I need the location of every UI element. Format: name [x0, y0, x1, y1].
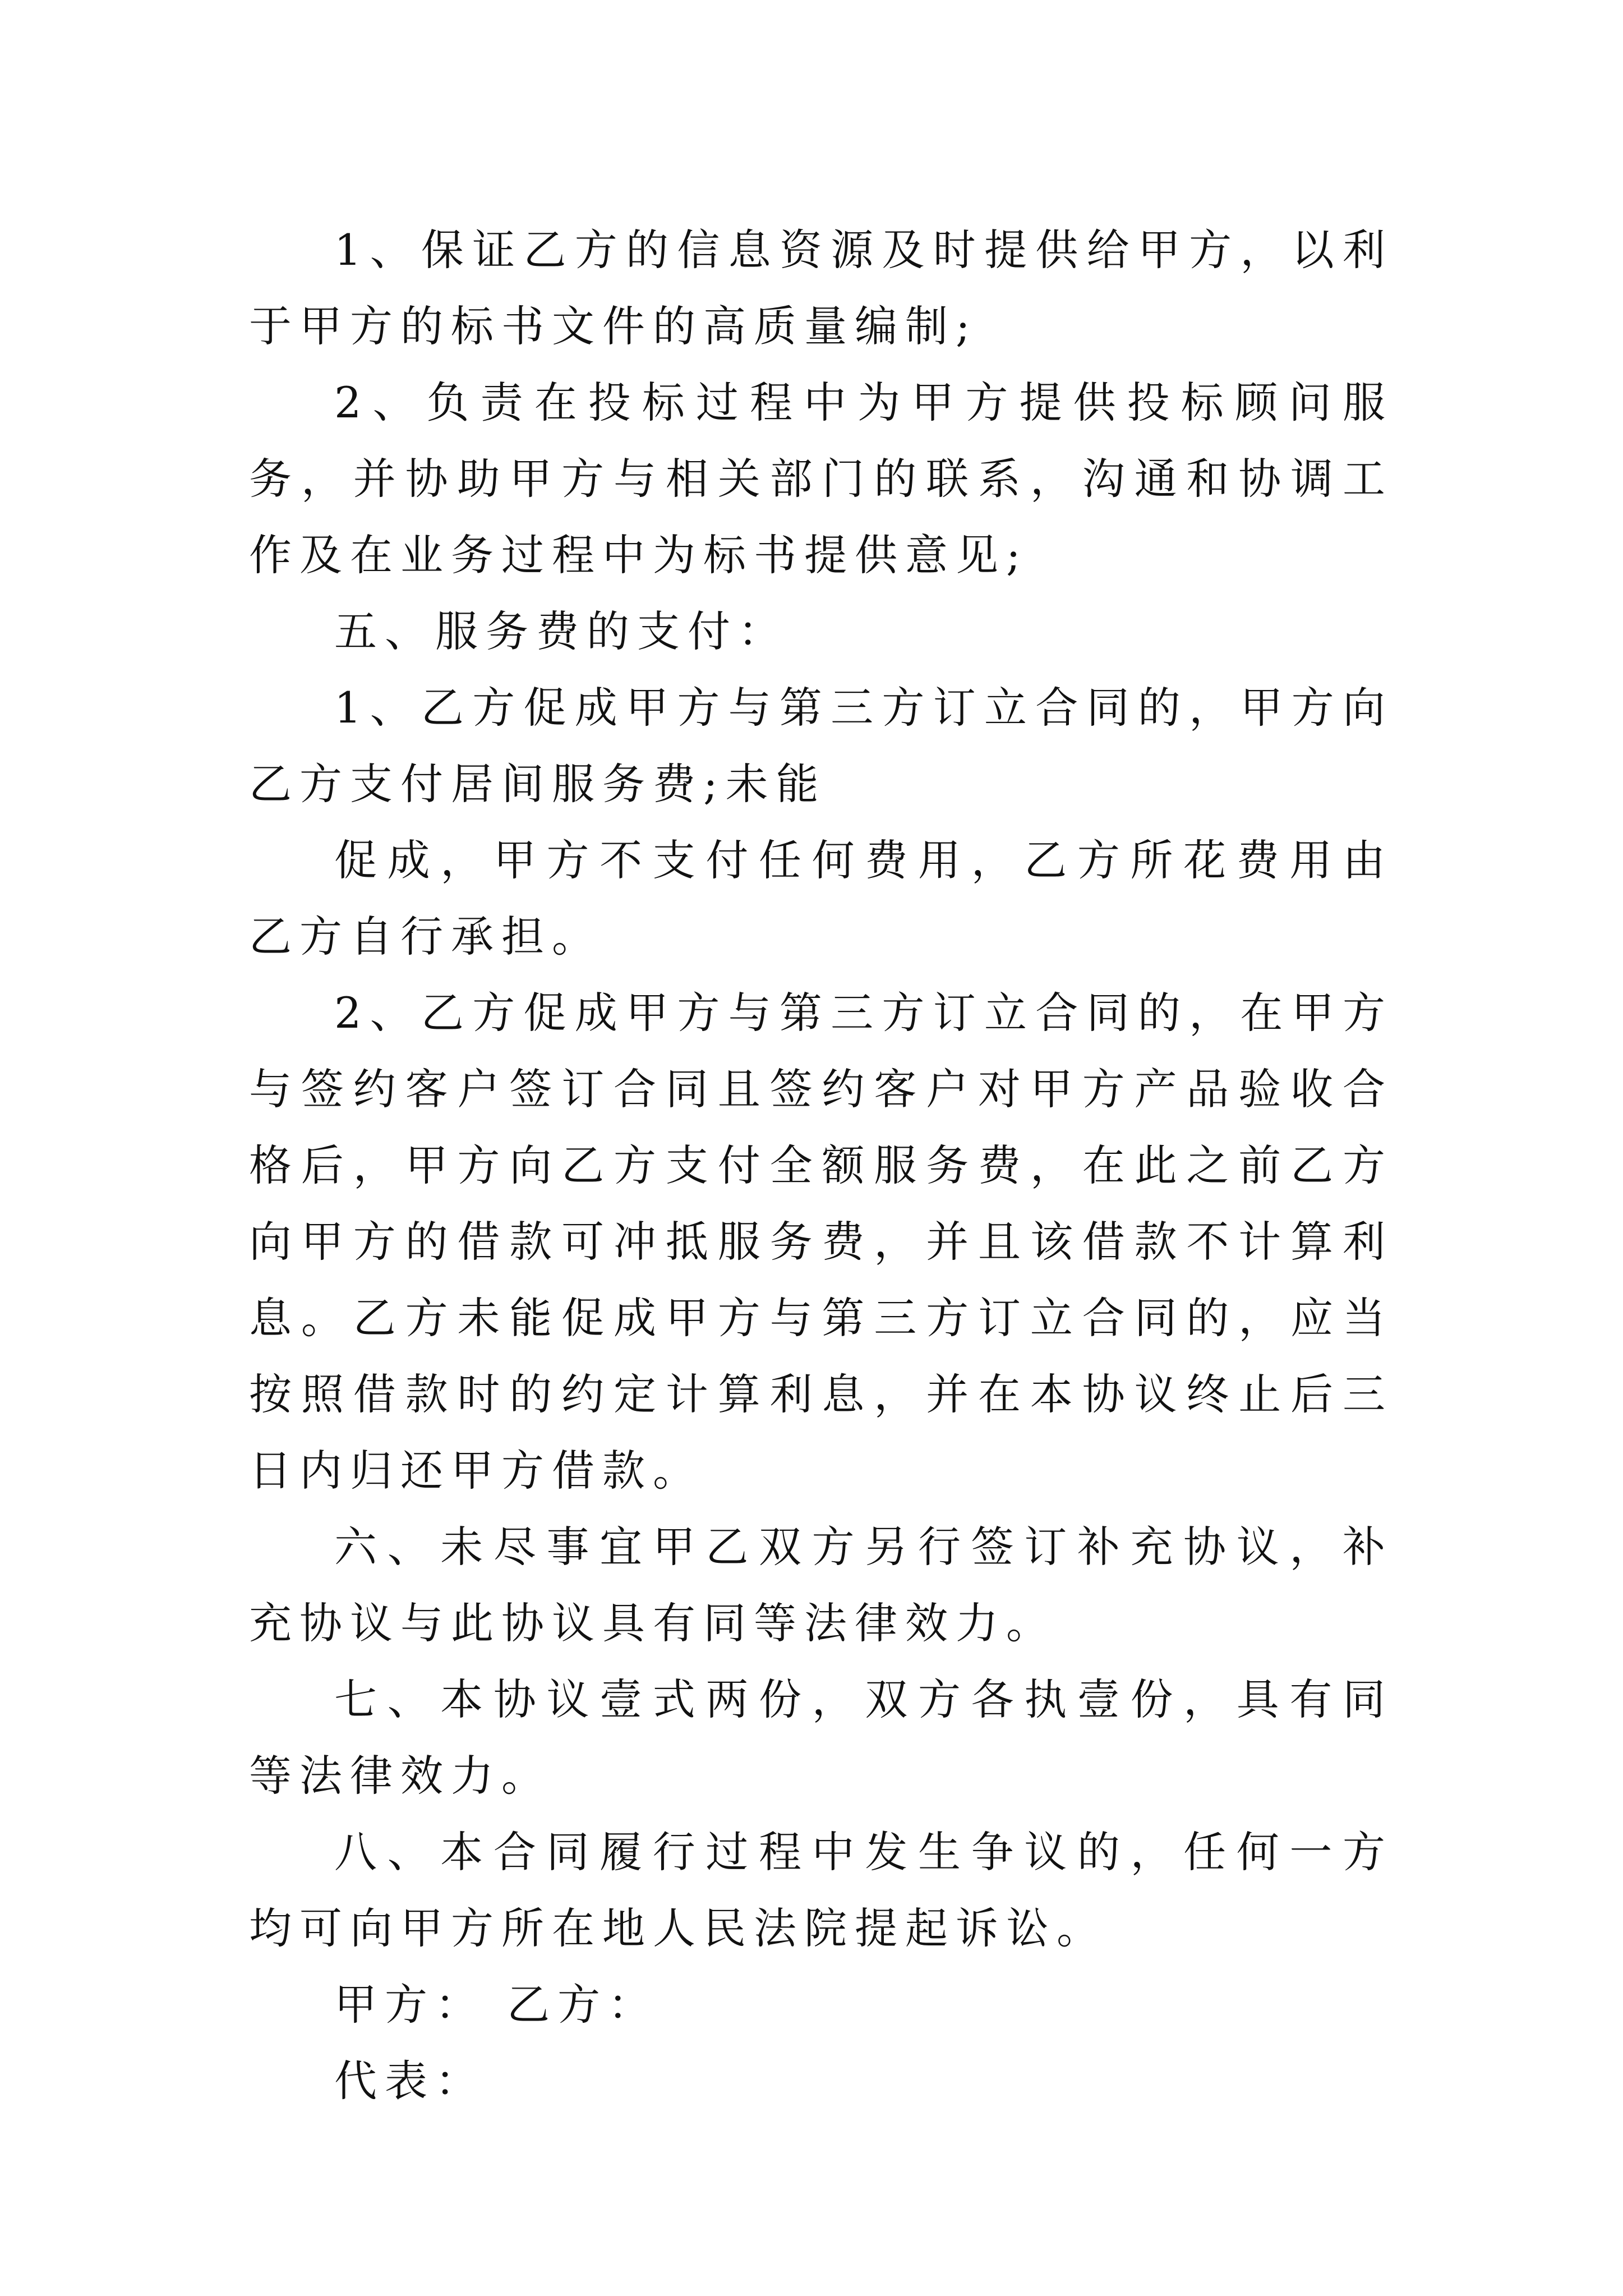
- paragraph-clause-5-1: 1、乙方促成甲方与第三方订立合同的，甲方向乙方支付居间服务费;未能: [249, 683, 1393, 809]
- paragraph-clause-5-1-continued: 促成，甲方不支付任何费用，乙方所花费用由乙方自行承担。: [249, 835, 1393, 961]
- paragraph-clause-6: 六、未尽事宜甲乙双方另行签订补充协议，补充协议与此协议具有同等法律效力。: [249, 1522, 1393, 1648]
- paragraph-clause-8: 八、本合同履行过程中发生争议的，任何一方均可向甲方所在地人民法院提起诉讼。: [249, 1827, 1393, 1953]
- paragraph-clause-5-2: 2、乙方促成甲方与第三方订立合同的，在甲方与签约客户签订合同且签约客户对甲方产品验收合格后，甲方向乙方支付全额服务费，在此之前乙方向甲方的借款可冲抵服务费，并且该借款不计算利息。乙方未能促成甲方与第三方订立合同的，应当按照借款时的约定计算利息，并在本协议终止后三日内归还甲方借款。: [249, 988, 1393, 1496]
- heading-service-fee: 五、服务费的支付：: [334, 606, 789, 656]
- paragraph-clause-4-2: 2、负责在投标过程中为甲方提供投标顾问服务，并协助甲方与相关部门的联系，沟通和协调工作及在业务过程中为标书提供意见;: [249, 378, 1393, 580]
- party-b-label: 乙方：: [507, 1980, 659, 2030]
- document-body: [249, 212, 1393, 2119]
- party-a-label: 甲方：: [334, 1980, 486, 2030]
- paragraph-clause-4-1: 1、保证乙方的信息资源及时提供给甲方，以利于甲方的标书文件的高质量编制;: [249, 225, 1393, 351]
- signature-representative-line: [249, 2043, 1393, 2119]
- representative-label: 代表：: [334, 2056, 486, 2106]
- signature-parties-line: [249, 1967, 1393, 2043]
- paragraph-clause-7: 七、本协议壹式两份，双方各执壹份，具有同等法律效力。: [249, 1674, 1393, 1801]
